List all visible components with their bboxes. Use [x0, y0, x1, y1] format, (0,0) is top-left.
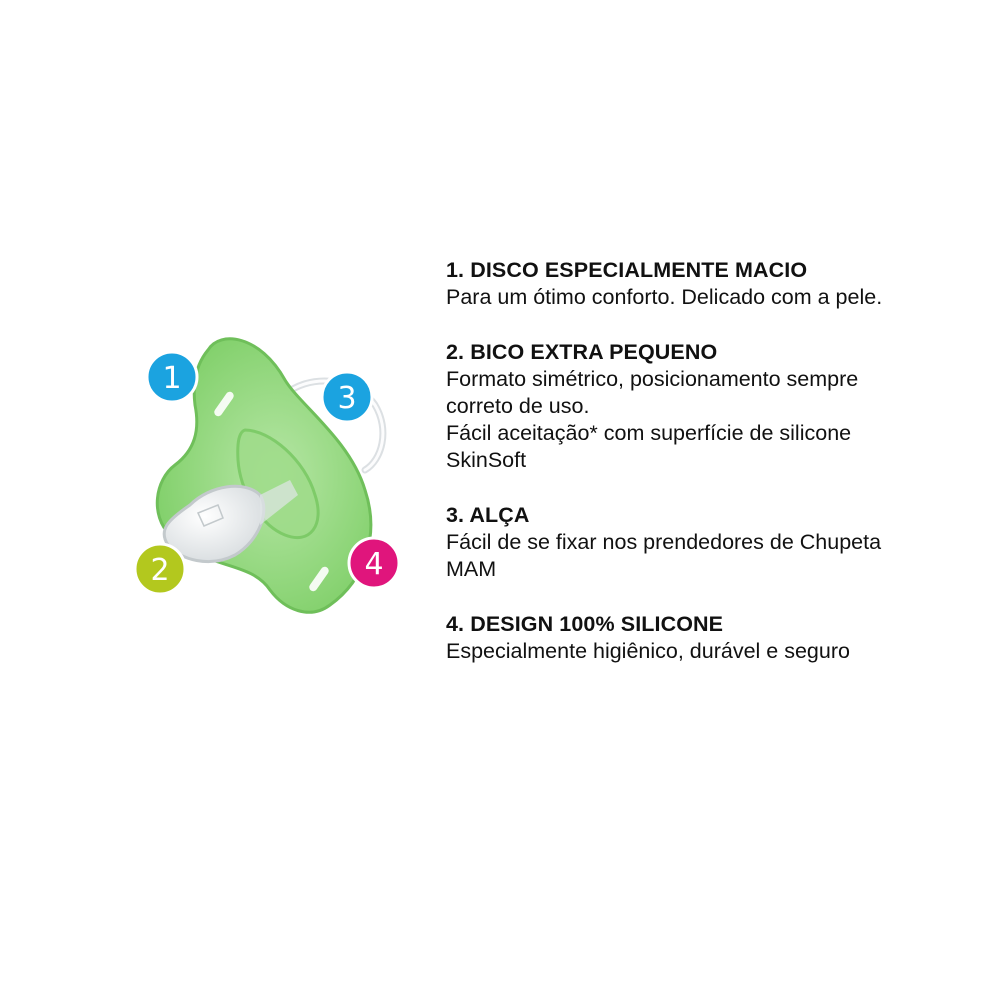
feature-handle: [446, 502, 976, 583]
feature-title: 1. DISCO ESPECIALMENTE MACIO: [446, 258, 808, 282]
feature-title: 4. DESIGN 100% SILICONE: [446, 612, 724, 636]
badge-4-label: 4: [364, 547, 384, 582]
badge-3-label: 3: [337, 381, 357, 416]
feature-description: Para um ótimo conforto. Delicado com a pele.: [446, 285, 883, 309]
badge-3: [322, 372, 372, 422]
feature-description: correto de uso.: [446, 394, 590, 418]
badge-2: [135, 544, 185, 594]
feature-description: MAM: [446, 557, 497, 581]
feature-description: Fácil aceitação* com superfície de silicone: [446, 421, 852, 445]
feature-description: Fácil de se fixar nos prendedores de Chupeta: [446, 530, 882, 554]
feature-description: Especialmente higiênico, durável e seguro: [446, 639, 850, 663]
pacifier-illustration: [120, 320, 420, 620]
feature-title: 3. ALÇA: [446, 503, 530, 527]
feature-title: 2. BICO EXTRA PEQUENO: [446, 340, 718, 364]
feature-list: [446, 257, 976, 693]
badge-1-label: 1: [162, 361, 182, 396]
feature-description: SkinSoft: [446, 448, 527, 472]
feature-description: Formato simétrico, posicionamento sempre: [446, 367, 859, 391]
feature-design: [446, 611, 976, 665]
feature-nipple: [446, 339, 976, 474]
feature-disk: [446, 257, 976, 311]
pacifier-svg: [120, 320, 420, 620]
badge-4: [349, 538, 399, 588]
badge-2-label: 2: [150, 553, 170, 588]
badge-1: [147, 352, 197, 402]
